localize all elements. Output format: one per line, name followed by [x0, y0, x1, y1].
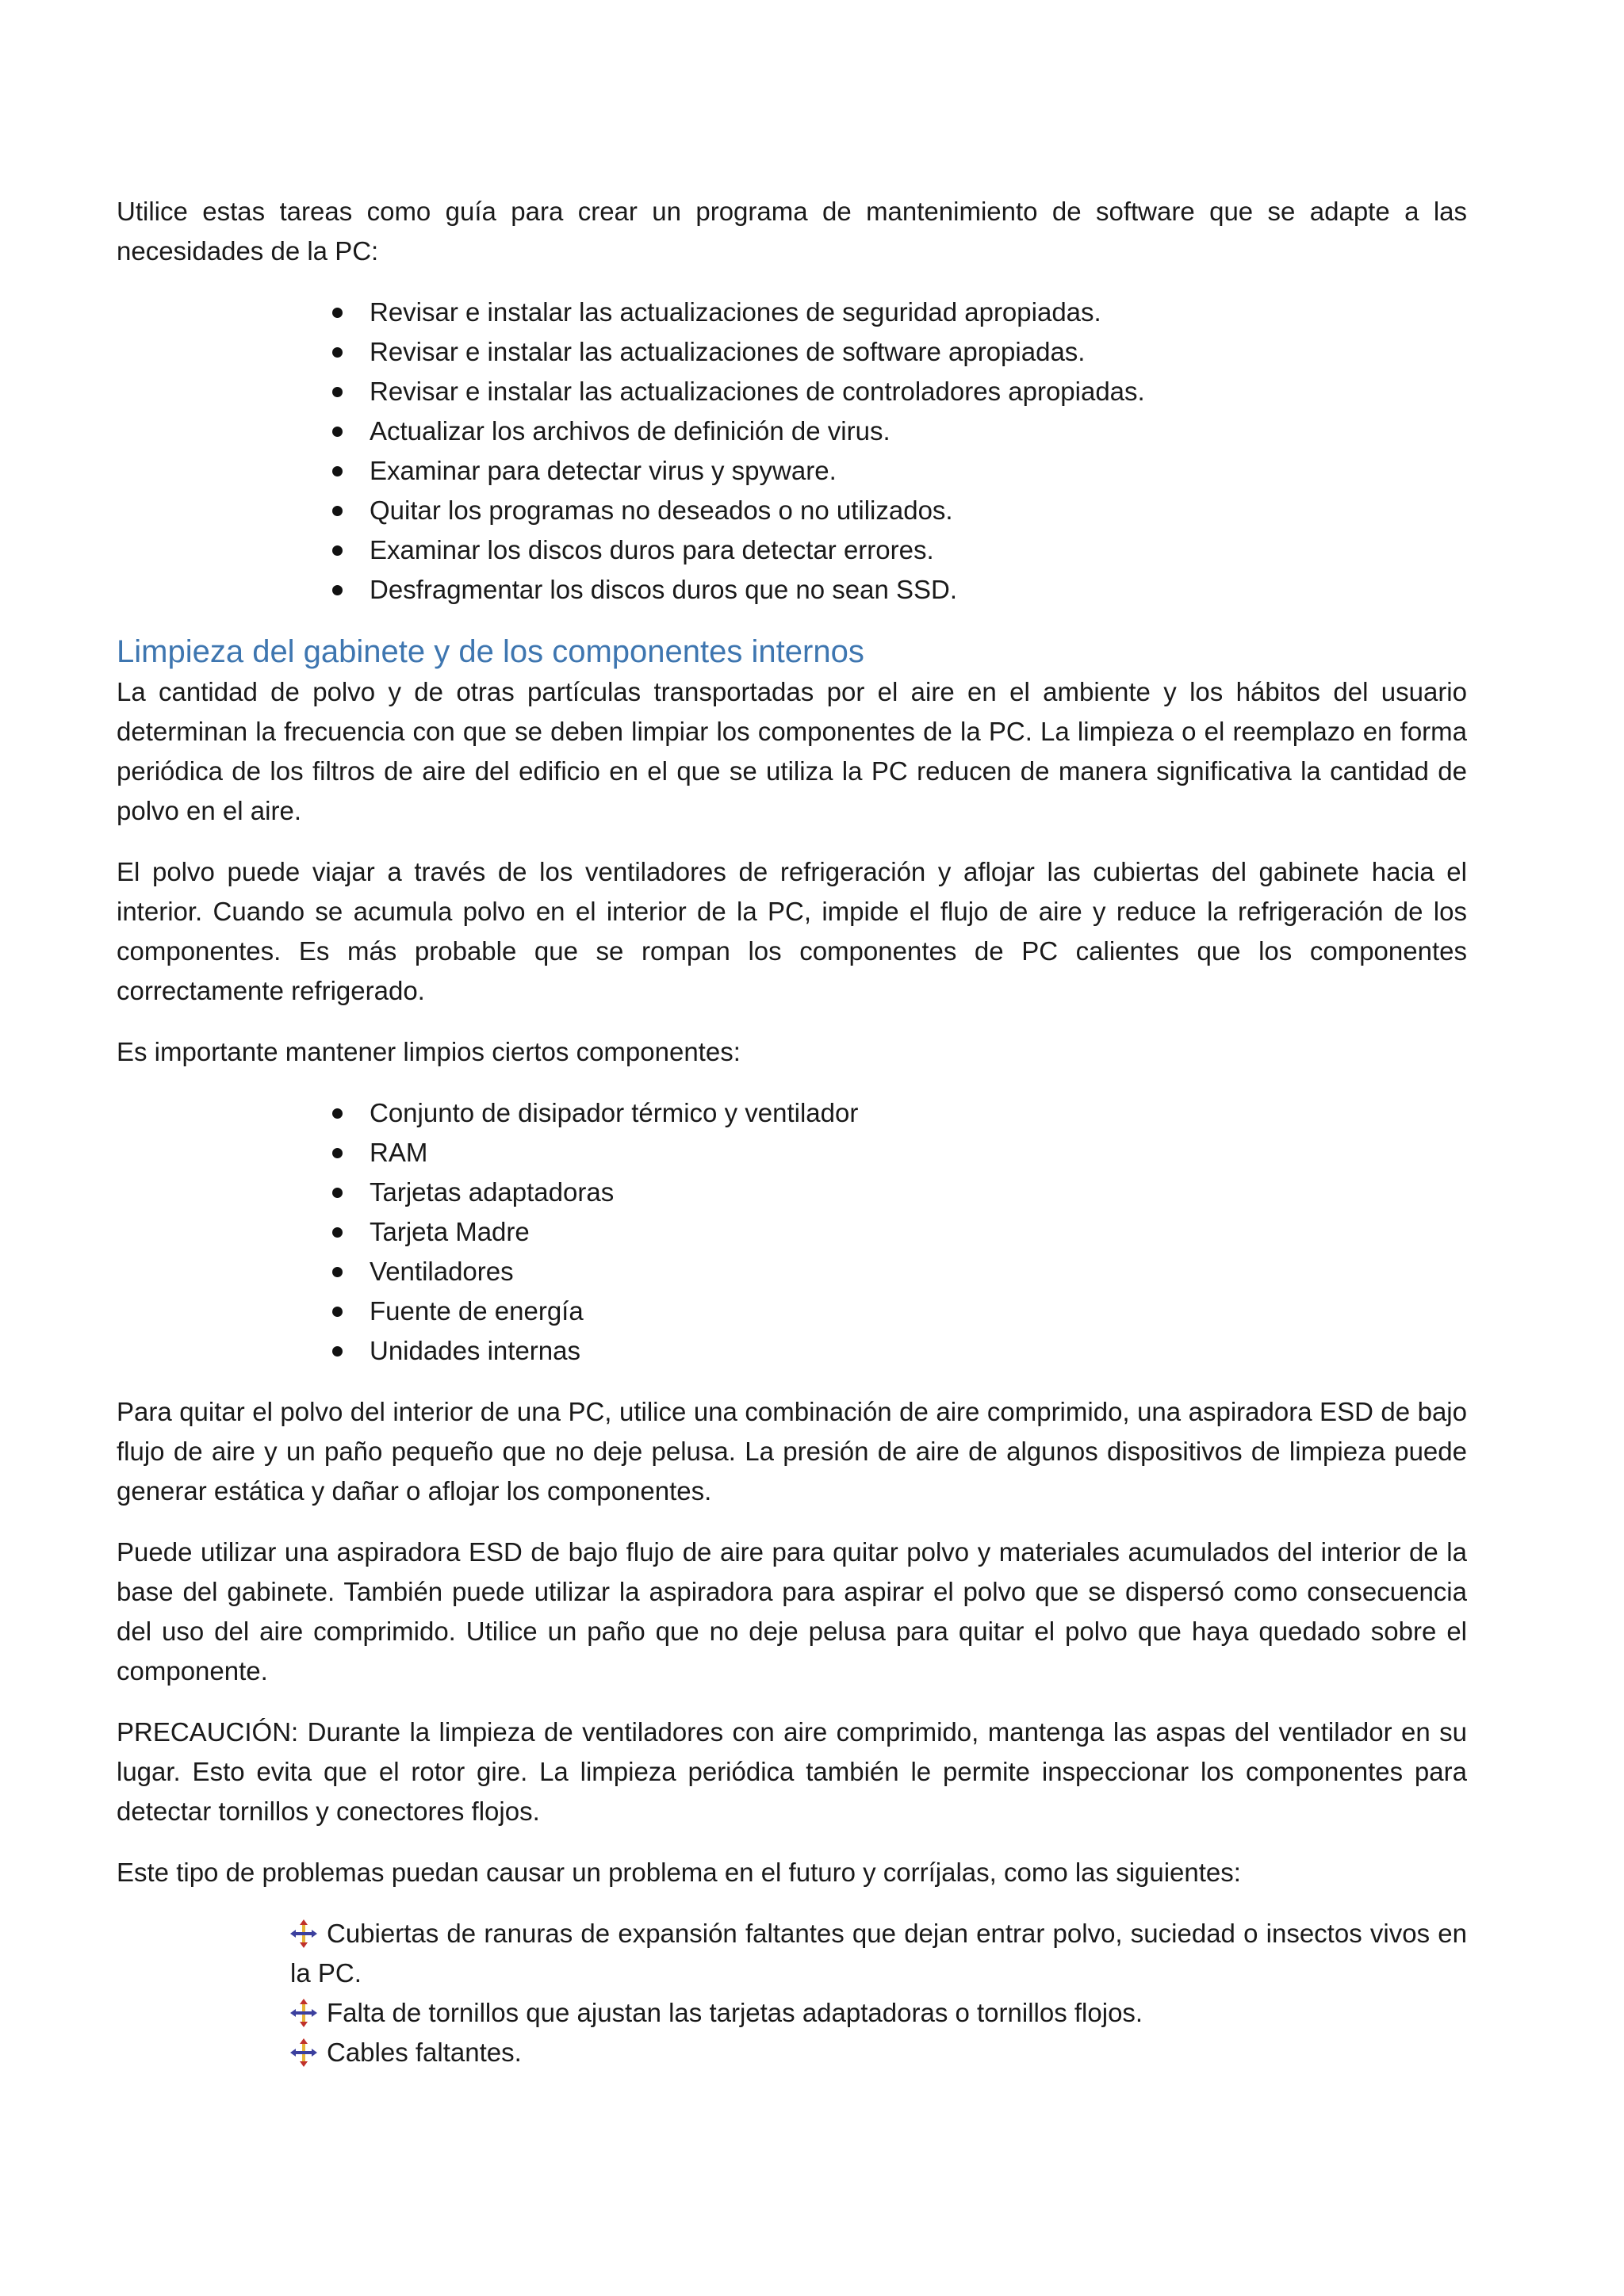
list-item: Cubiertas de ranuras de expansión faltantes que dejan entrar polvo, suciedad o insectos vivos en la PC. — [290, 1919, 1467, 1988]
paragraph-caution: PRECAUCIÓN: Durante la limpieza de ventiladores con aire comprimido, mantenga las aspas del ventilador en su lugar. Esto evita que el rotor gire. La limpieza periódica también le permite inspeccionar los componentes para detectar tornillos y conectores flojos. — [117, 1717, 1467, 1826]
bullet-dot-icon — [332, 308, 343, 318]
list-item: Tarjeta Madre — [331, 1212, 1467, 1252]
list-item: Desfragmentar los discos duros que no sean SSD. — [331, 570, 1467, 610]
bullet-dot-icon — [332, 466, 343, 476]
list-item: Quitar los programas no deseados o no utilizados. — [331, 491, 1467, 530]
bullet-dot-icon — [332, 1148, 343, 1158]
list-item: RAM — [331, 1133, 1467, 1173]
bullet-dot-icon — [332, 1307, 343, 1317]
list-item: Revisar e instalar las actualizaciones de seguridad apropiadas. — [331, 293, 1467, 332]
bullet-dot-icon — [332, 545, 343, 556]
list-item: Revisar e instalar las actualizaciones de controladores apropiadas. — [331, 372, 1467, 411]
bullet-dot-icon — [332, 1267, 343, 1277]
paragraph-components-intro: Es importante mantener limpios ciertos componentes: — [117, 1037, 741, 1066]
bullet-dot-icon — [332, 1227, 343, 1238]
problem-list — [117, 1914, 1467, 2072]
bullet-dot-icon — [332, 1346, 343, 1357]
list-item: Ventiladores — [331, 1252, 1467, 1292]
bullet-dot-icon — [332, 506, 343, 516]
bullet-dot-icon — [332, 347, 343, 358]
list-item: Conjunto de disipador térmico y ventilador — [331, 1093, 1467, 1133]
four-arrow-cross-icon — [290, 2038, 317, 2067]
bullet-dot-icon — [332, 1188, 343, 1198]
software-task-list — [117, 293, 1467, 610]
section-heading: Limpieza del gabinete y de los componentes internos — [117, 634, 864, 669]
bullet-dot-icon — [332, 387, 343, 397]
list-item: Cables faltantes. — [290, 2033, 1467, 2072]
bullet-dot-icon — [332, 427, 343, 437]
paragraph-dust-frequency: La cantidad de polvo y de otras partículas transportadas por el aire en el ambiente y los hábitos del usuario determinan la frecuencia con que se deben limpiar los componentes de la PC. La limpieza o el reemplazo en forma periódica de los filtros de aire del edificio en el que se utiliza la PC reducen de manera significativa la cantidad de polvo en el aire. — [117, 677, 1467, 825]
paragraph-dust-removal: Para quitar el polvo del interior de una PC, utilice una combinación de aire comprimido, una aspiradora ESD de bajo flujo de aire y un paño pequeño que no deje pelusa. La presión de aire de algunos dispositivos de limpieza puede generar estática y dañar o aflojar los componentes. — [117, 1397, 1467, 1506]
list-item: Actualizar los archivos de definición de virus. — [331, 411, 1467, 451]
list-item: Revisar e instalar las actualizaciones de software apropiadas. — [331, 332, 1467, 372]
component-list — [117, 1093, 1467, 1371]
intro-paragraph: Utilice estas tareas como guía para crear un programa de mantenimiento de software que se adapte a las necesidades de la PC: — [117, 197, 1467, 266]
four-arrow-cross-icon — [290, 1999, 317, 2027]
list-item: Tarjetas adaptadoras — [331, 1173, 1467, 1212]
bullet-dot-icon — [332, 585, 343, 595]
paragraph-problems-intro: Este tipo de problemas puedan causar un problema en el futuro y corríjalas, como las siguientes: — [117, 1858, 1241, 1887]
four-arrow-cross-icon — [290, 1919, 317, 1948]
paragraph-vacuum: Puede utilizar una aspiradora ESD de bajo flujo de aire para quitar polvo y materiales acumulados del interior de la base del gabinete. También puede utilizar la aspiradora para aspirar el polvo que se dispersó como consecuencia del uso del aire comprimido. Utilice un paño que no deje pelusa para quitar el polvo que haya quedado sobre el componente. — [117, 1537, 1467, 1686]
list-item: Examinar para detectar virus y spyware. — [331, 451, 1467, 491]
list-item: Examinar los discos duros para detectar errores. — [331, 530, 1467, 570]
list-item: Falta de tornillos que ajustan las tarjetas adaptadoras o tornillos flojos. — [290, 1993, 1467, 2033]
bullet-dot-icon — [332, 1108, 343, 1119]
list-item: Fuente de energía — [331, 1292, 1467, 1331]
list-item: Unidades internas — [331, 1331, 1467, 1371]
paragraph-dust-effects: El polvo puede viajar a través de los ventiladores de refrigeración y aflojar las cubiertas del gabinete hacia el interior. Cuando se acumula polvo en el interior de la PC, impide el flujo de aire y reduce la refrigeración de los componentes. Es más probable que se rompan los componentes de PC calientes que los componentes correctamente refrigerado. — [117, 857, 1467, 1005]
